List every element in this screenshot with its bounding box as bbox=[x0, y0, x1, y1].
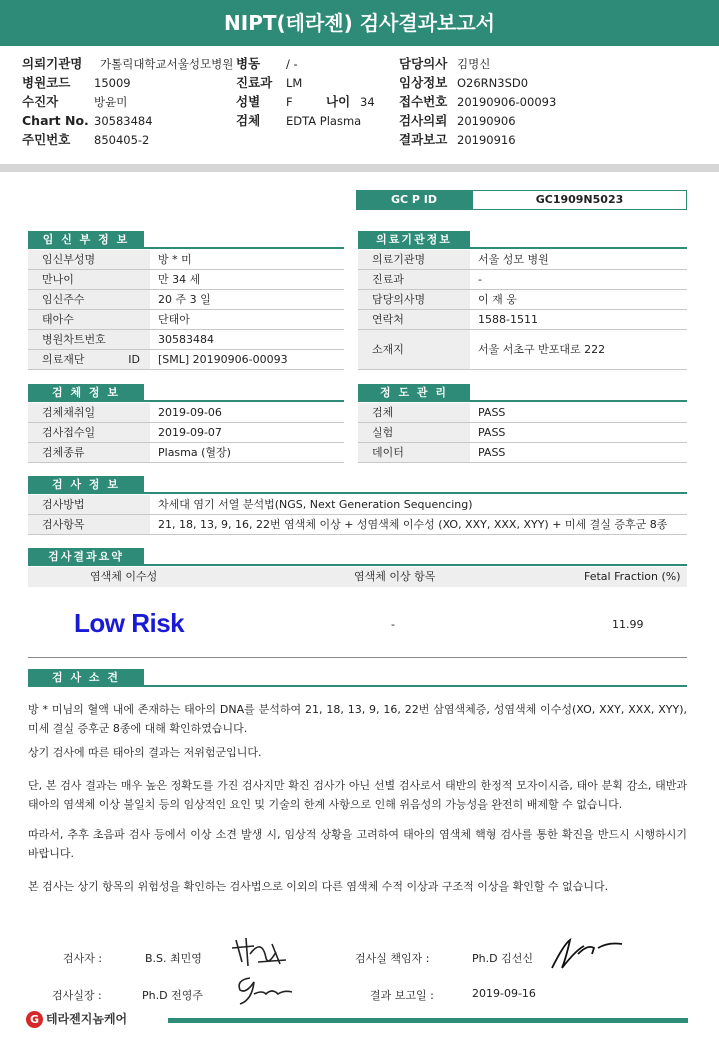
findings-section-line bbox=[144, 669, 687, 687]
table-row bbox=[358, 330, 687, 370]
row-label: 진료과 bbox=[358, 270, 470, 289]
row-label: 검사방법 bbox=[28, 495, 150, 514]
row-label: 데이터 bbox=[358, 443, 470, 462]
chart-value: 30583484 bbox=[94, 114, 153, 128]
table-row bbox=[28, 443, 344, 463]
doctor-label: 담당의사 bbox=[399, 56, 448, 71]
finding-paragraph-2: 상기 검사에 따른 태아의 결과는 저위험군입니다. bbox=[28, 746, 262, 759]
row-label: 실험 bbox=[358, 423, 470, 442]
company-logo bbox=[26, 1010, 127, 1028]
row-value: 2019-09-06 bbox=[158, 406, 222, 419]
table-row bbox=[28, 350, 344, 370]
doctor-value: 김명신 bbox=[457, 57, 491, 71]
row-label: 담당의사명 bbox=[358, 290, 470, 309]
chart-label: Chart No. bbox=[22, 113, 89, 128]
doctor-field bbox=[399, 54, 490, 73]
row-value: - bbox=[478, 273, 482, 286]
row-label: 소재지 bbox=[358, 330, 470, 369]
age-label: 나이 bbox=[326, 94, 351, 109]
patient-label: 수진자 bbox=[22, 94, 59, 109]
table-row bbox=[28, 423, 344, 443]
code-label: 병원코드 bbox=[22, 75, 71, 90]
report-field bbox=[399, 130, 516, 149]
lab-director-label: 검사실장 : bbox=[52, 989, 102, 1002]
row-value: 서울 서초구 반포대로 222 bbox=[478, 343, 606, 356]
row-label: 연락처 bbox=[358, 310, 470, 329]
tester-name: B.S. 최민영 bbox=[145, 952, 202, 965]
finding-paragraph-5: 본 검사는 상기 항목의 위험성을 확인하는 검사법으로 이외의 다른 염색체 수적 이상과 구조적 이상을 확인할 수 없습니다. bbox=[28, 880, 609, 893]
clinical-label: 임상정보 bbox=[399, 75, 448, 90]
row-label: 검사항목 bbox=[28, 515, 150, 534]
report-value: 20190916 bbox=[457, 133, 516, 147]
summary-col-abnormal: 염색체 이상 항목 bbox=[354, 570, 436, 583]
table-row bbox=[358, 290, 687, 310]
qc-section-title: 정 도 관 리 bbox=[358, 384, 470, 402]
hospital-field bbox=[22, 54, 233, 73]
id-label: 주민번호 bbox=[22, 132, 71, 147]
gcpid-label: GC P ID bbox=[356, 190, 472, 210]
table-row bbox=[28, 270, 344, 290]
code-value: 15009 bbox=[94, 76, 131, 90]
receipt-label: 접수번호 bbox=[399, 94, 448, 109]
request-field bbox=[399, 111, 516, 130]
request-label: 검사의뢰 bbox=[399, 113, 448, 128]
row-value: 단태아 bbox=[158, 313, 190, 326]
logo-icon: G bbox=[26, 1011, 43, 1028]
row-value: 이 재 웅 bbox=[478, 293, 517, 306]
table-row bbox=[358, 423, 687, 443]
row-value: PASS bbox=[478, 446, 506, 459]
row-label: 검사접수일 bbox=[28, 423, 150, 442]
row-label: 의료재단 ID bbox=[28, 350, 150, 369]
tester-label: 검사자 : bbox=[63, 952, 103, 965]
institution-section-line bbox=[470, 231, 687, 249]
hospital-value: 가톨릭대학교서울성모병원 bbox=[100, 57, 234, 71]
header-info bbox=[0, 46, 719, 164]
gcpid-value: GC1909N5023 bbox=[472, 190, 687, 210]
table-row bbox=[358, 443, 687, 463]
row-value: 2019-09-07 bbox=[158, 426, 222, 439]
chart-field bbox=[22, 111, 153, 130]
row-value: PASS bbox=[478, 406, 506, 419]
specimen-section-title: 검 체 정 보 bbox=[28, 384, 144, 402]
findings-section-title: 검 사 소 견 bbox=[28, 669, 144, 687]
summary-col-ff: Fetal Fraction (%) bbox=[584, 570, 681, 583]
table-row bbox=[28, 250, 344, 270]
dept-field bbox=[236, 73, 302, 92]
footer-rule bbox=[168, 1018, 688, 1023]
summary-header-row bbox=[28, 567, 687, 587]
row-label: 의료기관명 bbox=[358, 250, 470, 269]
row-value: 1588-1511 bbox=[478, 313, 538, 326]
ward-field bbox=[236, 54, 298, 73]
id-field bbox=[22, 130, 149, 149]
row-label: 임신주수 bbox=[28, 290, 150, 309]
tester-signature bbox=[228, 932, 298, 972]
row-label: 검체종류 bbox=[28, 443, 150, 462]
ward-value: / - bbox=[286, 57, 298, 71]
row-value: 만 34 세 bbox=[158, 273, 201, 286]
patient-value: 방윤미 bbox=[94, 95, 128, 109]
clinical-value: O26RN3SD0 bbox=[457, 76, 529, 90]
report-label: 결과보고 bbox=[399, 132, 448, 147]
sex-label: 성별 bbox=[236, 94, 261, 109]
table-row bbox=[358, 310, 687, 330]
age-value: 34 bbox=[360, 95, 375, 109]
row-label: 검체 bbox=[358, 403, 470, 422]
row-value: 21, 18, 13, 9, 16, 22번 염색체 이상 + 성염색체 이수성 (XO, XXY, XXX, XYY) + 미세 결실 증후군 8종 bbox=[158, 518, 668, 531]
table-row bbox=[28, 310, 344, 330]
report-date-value: 2019-09-16 bbox=[472, 987, 536, 1000]
sex-value: F bbox=[286, 95, 293, 109]
table-row bbox=[28, 403, 344, 423]
clinical-field bbox=[399, 73, 528, 92]
summary-section-line bbox=[144, 548, 687, 566]
finding-paragraph-1: 방 * 미님의 혈액 내에 존재하는 태아의 DNA를 분석하여 21, 18, 13, 9, 16, 22번 삼염색체증, 성염색체 이수성(XO, XXY, XXX, XYY), 미세 결실 증후군 8종에 대해 확인하였습니다. bbox=[28, 703, 687, 735]
lab-director-name: Ph.D 전영주 bbox=[142, 989, 203, 1002]
risk-result: Low Risk bbox=[74, 608, 185, 638]
ward-label: 병동 bbox=[236, 56, 261, 71]
lab-manager-label: 검사실 책임자 : bbox=[355, 952, 430, 965]
divider-band bbox=[0, 164, 719, 172]
row-label: 검체채취일 bbox=[28, 403, 150, 422]
request-value: 20190906 bbox=[457, 114, 516, 128]
row-value: [SML] 20190906-00093 bbox=[158, 353, 288, 366]
test-info-section-line bbox=[144, 476, 687, 494]
table-row bbox=[358, 250, 687, 270]
table-row bbox=[28, 330, 344, 350]
id-value: 850405-2 bbox=[94, 133, 150, 147]
row-value: 차세대 염기 서열 분석법(NGS, Next Generation Sequencing) bbox=[158, 498, 473, 511]
pregnancy-section-title: 임 신 부 정 보 bbox=[28, 231, 144, 249]
finding-paragraph-3: 단, 본 검사 결과는 매우 높은 정확도를 가진 검사지만 확진 검사가 아닌 선별 검사로서 태반의 한정적 모자이시즘, 태아 분획 감소, 태반과 태아의 염색체 이상 불일치 등의 임상적인 요인 및 기술의 한계 사항으로 인해 위음성의 가능성을 완전히 배제할 수 없습니다. bbox=[28, 779, 687, 811]
hospital-label: 의뢰기관명 bbox=[22, 56, 83, 71]
abnormal-value: - bbox=[391, 618, 395, 631]
row-label: 태아수 bbox=[28, 310, 150, 329]
finding-paragraph-4: 따라서, 추후 초음파 검사 등에서 이상 소견 발생 시, 임상적 상황을 고려하여 태아의 염색체 핵형 검사를 통한 확진을 반드시 시행하시기 바랍니다. bbox=[28, 828, 687, 860]
lab-director-signature bbox=[232, 972, 296, 1008]
row-value: Plasma (혈장) bbox=[158, 446, 231, 459]
row-value: 20 주 3 일 bbox=[158, 293, 211, 306]
row-value: 30583484 bbox=[158, 333, 214, 346]
row-label: 만나이 bbox=[28, 270, 150, 289]
table-row bbox=[28, 495, 687, 515]
patient-field bbox=[22, 92, 127, 111]
table-row bbox=[28, 515, 687, 535]
specimen-field bbox=[236, 111, 361, 130]
dept-label: 진료과 bbox=[236, 75, 273, 90]
row-label: 임신부성명 bbox=[28, 250, 150, 269]
receipt-field bbox=[399, 92, 556, 111]
table-row bbox=[358, 270, 687, 290]
institution-section-title: 의료기관정보 bbox=[358, 231, 470, 249]
lab-manager-name: Ph.D 김선신 bbox=[472, 952, 533, 965]
specimen-section-line bbox=[144, 384, 344, 402]
pregnancy-section-line bbox=[144, 231, 344, 249]
table-row bbox=[28, 290, 344, 310]
dept-value: LM bbox=[286, 76, 303, 90]
row-value: 서울 성모 병원 bbox=[478, 253, 549, 266]
summary-bottom-rule bbox=[28, 657, 687, 658]
summary-section-title: 검사결과요약 bbox=[28, 548, 144, 566]
report-date-label: 결과 보고일 : bbox=[370, 989, 434, 1002]
row-value: PASS bbox=[478, 426, 506, 439]
row-label: 병원차트번호 bbox=[28, 330, 150, 349]
logo-text: 테라젠지놈케어 bbox=[46, 1012, 128, 1026]
sex-field bbox=[236, 92, 293, 111]
lab-manager-signature bbox=[548, 932, 628, 976]
row-value: 방 * 미 bbox=[158, 253, 192, 266]
specimen-value: EDTA Plasma bbox=[286, 114, 362, 128]
code-field bbox=[22, 73, 131, 92]
report-title: NIPT(테라젠) 검사결과보고서 bbox=[0, 0, 719, 46]
specimen-label: 검체 bbox=[236, 113, 261, 128]
table-row bbox=[358, 403, 687, 423]
age-field bbox=[326, 92, 375, 111]
fetal-fraction-value: 11.99 bbox=[612, 618, 644, 631]
test-info-section-title: 검 사 정 보 bbox=[28, 476, 144, 494]
summary-col-aneuploidy: 염색체 이수성 bbox=[90, 570, 158, 583]
receipt-value: 20190906-00093 bbox=[457, 95, 557, 109]
qc-section-line bbox=[470, 384, 687, 402]
